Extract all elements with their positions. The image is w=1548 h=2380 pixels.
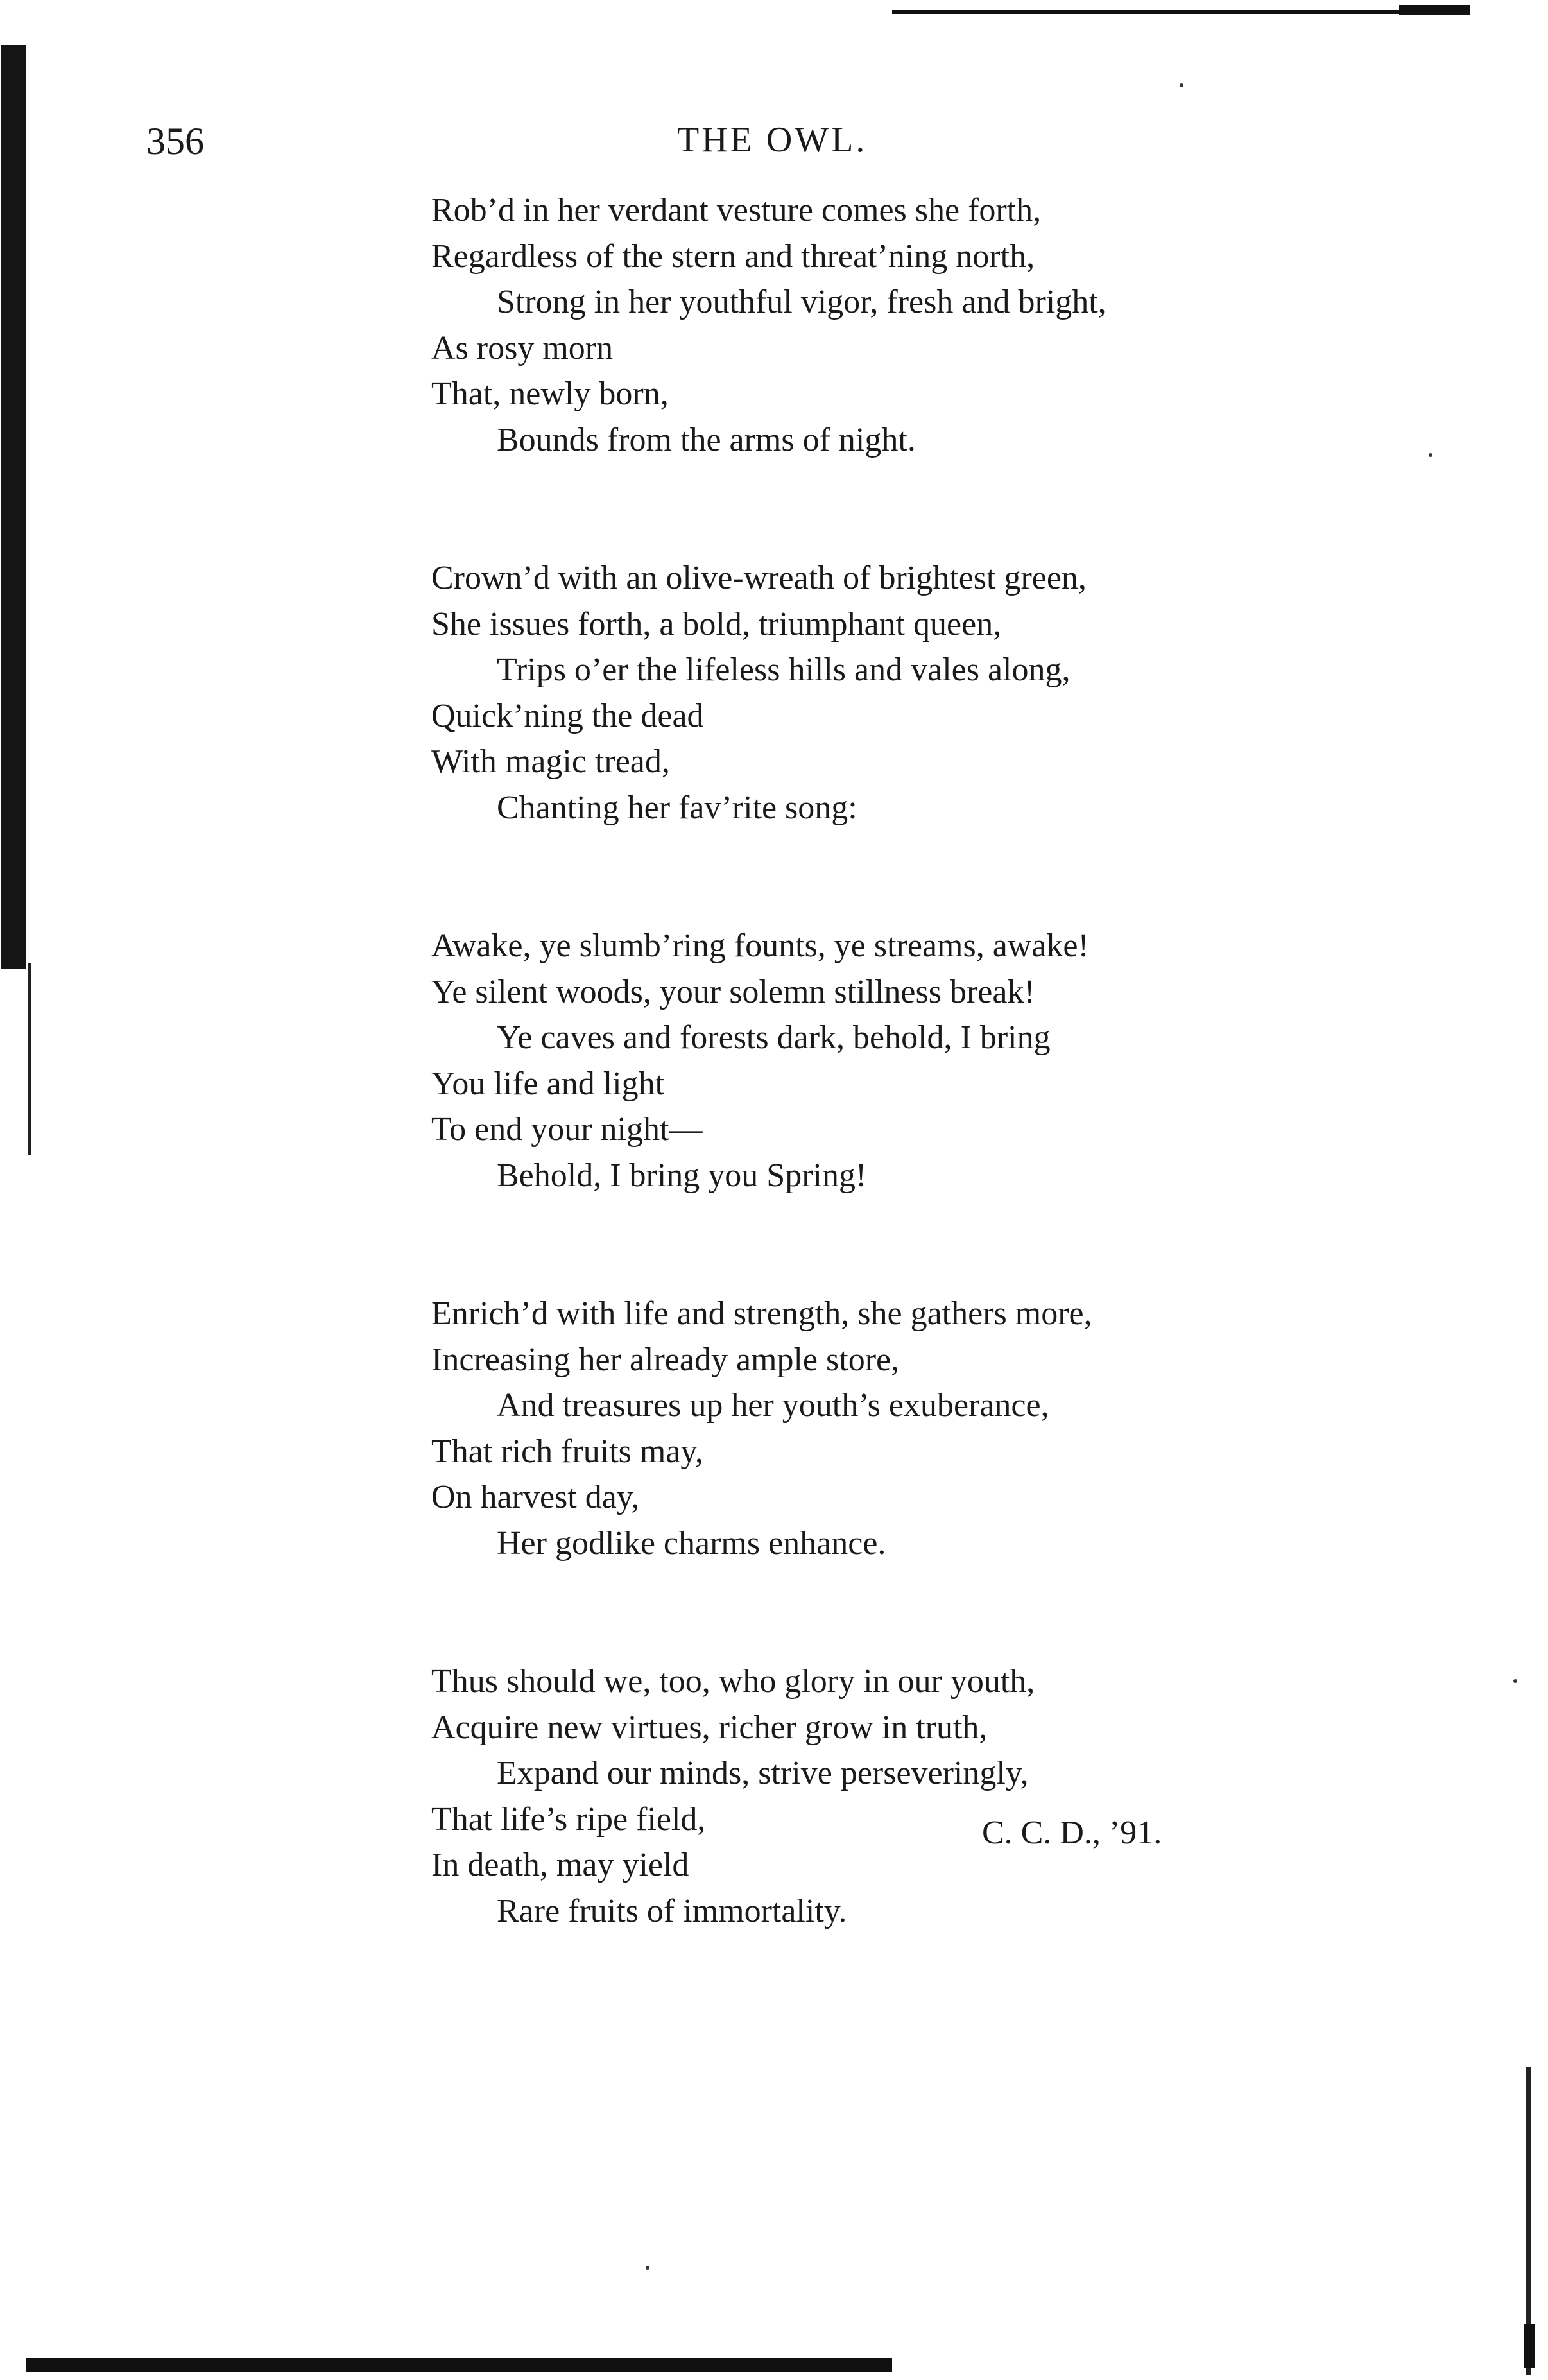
poem-line: Strong in her youthful vigor, fresh and bright, [497, 284, 1106, 320]
scan-border-right-mark [1524, 2324, 1535, 2368]
poem-line: Quick’ning the dead [431, 697, 704, 734]
scan-binding-edge [1, 45, 26, 969]
poem-line: Her godlike charms enhance. [497, 1524, 886, 1562]
poem-line: Rob’d in her verdant vesture comes she forth, [431, 192, 1042, 229]
poem-line: Crown’d with an olive-wreath of brightest green, [431, 560, 1087, 596]
poem-line: To end your night— [431, 1111, 703, 1148]
poem-line: Trips o’er the lifeless hills and vales along, [497, 651, 1071, 688]
stanza [431, 1291, 1420, 1566]
poem-line: Regardless of the stern and threat’ning north, [431, 237, 1035, 275]
page-number: 356 [146, 120, 204, 162]
poem-line: Expand our minds, strive perseveringly, [497, 1755, 1029, 1791]
poem-line: Rare fruits of immortality. [497, 1892, 847, 1929]
scan-border-top [892, 10, 1470, 14]
poem-line: You life and light [431, 1065, 665, 1102]
poem-line: Ye caves and forests dark, behold, I bring [497, 1019, 1051, 1056]
poem-line: Bounds from the arms of night. [497, 421, 916, 458]
poem-line: Ye silent woods, your solemn stillness break! [431, 973, 1035, 1010]
poem-line: Acquire new virtues, richer grow in truth, [431, 1709, 988, 1746]
poem-line: Thus should we, too, who glory in our youth, [431, 1663, 1035, 1700]
poem-line: As rosy morn [431, 329, 614, 366]
page-header [0, 119, 1548, 171]
poem-line: Enrich’d with life and strength, she gathers more, [431, 1295, 1092, 1332]
scan-border-bottom [26, 2358, 892, 2372]
poem-line: That, newly born, [431, 375, 669, 412]
scan-speck [1513, 1679, 1517, 1683]
stanza [431, 555, 1420, 831]
poem-line: On harvest day, [431, 1479, 640, 1515]
scan-speck [646, 2266, 649, 2270]
poem [431, 187, 1420, 2026]
scan-speck [1429, 453, 1432, 457]
stanza [431, 923, 1420, 1198]
poem-line: In death, may yield [431, 1847, 689, 1883]
scan-binding-edge-line [28, 963, 31, 1155]
stanza [431, 1659, 1420, 1934]
poem-line: Awake, ye slumb’ring founts, ye streams, awake! [431, 927, 1089, 964]
scan-speck [1180, 83, 1183, 87]
scan-border-top-mark [1399, 5, 1470, 15]
poem-line: That rich fruits may, [431, 1433, 704, 1470]
author-signature: C. C. D., ’91. [982, 1815, 1162, 1851]
stanza [431, 187, 1420, 463]
poem-line: She issues forth, a bold, triumphant queen, [431, 605, 1002, 642]
poem-line: Behold, I bring you Spring! [497, 1157, 867, 1194]
running-title: THE OWL. [677, 120, 868, 160]
poem-line: With magic tread, [431, 743, 670, 780]
poem-line: Chanting her fav’rite song: [497, 789, 857, 826]
poem-line: That life’s ripe field, [431, 1800, 706, 1838]
poem-line: And treasures up her youth’s exuberance, [497, 1387, 1049, 1424]
poem-line: Increasing her already ample store, [431, 1341, 900, 1378]
